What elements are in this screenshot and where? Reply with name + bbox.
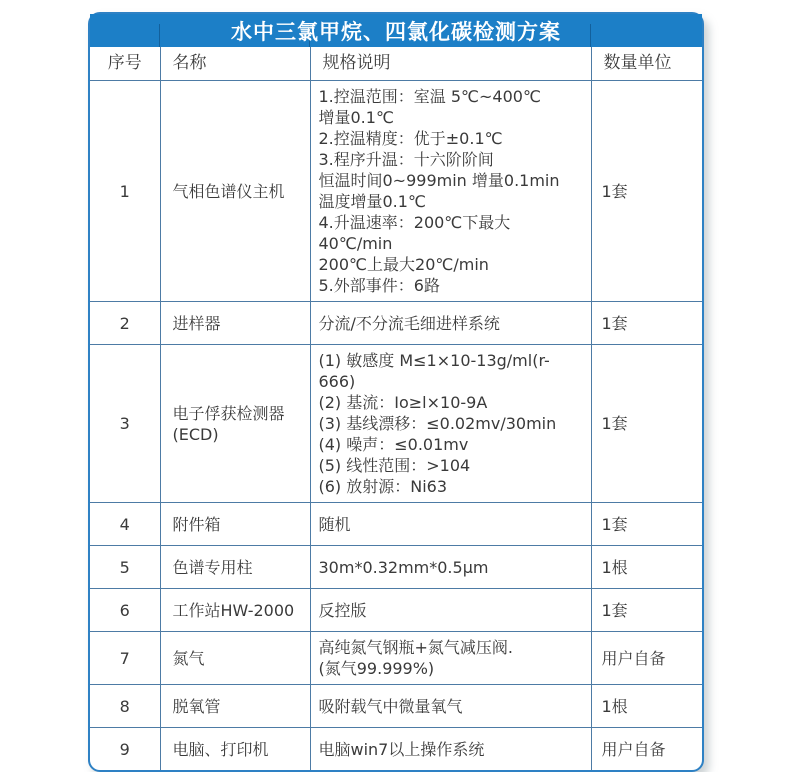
cell-quantity-unit: 1套 [591, 345, 702, 503]
cell-specification: 高纯氮气钢瓶+氮气减压阀. (氮气99.999%) [310, 632, 591, 685]
cell-item-name: 氮气 [160, 632, 310, 685]
cell-quantity-unit: 1套 [591, 81, 702, 302]
page-title: 水中三氯甲烷、四氯化碳检测方案 [231, 19, 561, 44]
title-column-divider [590, 24, 591, 47]
table-row [90, 345, 702, 503]
cell-specification: (1) 敏感度 M≤1×10-13g/ml(r-666) (2) 基流：Io≥l×10-9A (3) 基线漂移：≤0.02mv/30min (4) 噪声：≤0.01mv (5) 线性范围：>104 (6) 放射源：Ni63 [310, 345, 591, 503]
cell-item-name: 色谱专用柱 [160, 546, 310, 589]
cell-quantity-unit: 用户自备 [591, 632, 702, 685]
cell-item-name: 电脑、打印机 [160, 728, 310, 771]
cell-specification: 30m*0.32mm*0.5μm [310, 546, 591, 589]
table-row [90, 685, 702, 728]
cell-serial-number: 9 [90, 728, 160, 771]
table-row [90, 81, 702, 302]
cell-item-name: 进样器 [160, 302, 310, 345]
table-row [90, 632, 702, 685]
header-item-name: 名称 [160, 47, 310, 81]
table-row [90, 546, 702, 589]
cell-item-name: 气相色谱仪主机 [160, 81, 310, 302]
header-serial-number: 序号 [90, 47, 160, 81]
table-row [90, 728, 702, 771]
cell-specification: 分流/不分流毛细进样系统 [310, 302, 591, 345]
cell-item-name: 附件箱 [160, 503, 310, 546]
cell-specification: 随机 [310, 503, 591, 546]
cell-specification: 吸附载气中微量氧气 [310, 685, 591, 728]
cell-quantity-unit: 1套 [591, 302, 702, 345]
cell-quantity-unit: 1套 [591, 589, 702, 632]
cell-quantity-unit: 1根 [591, 685, 702, 728]
cell-quantity-unit: 1套 [591, 503, 702, 546]
cell-specification: 电脑win7以上操作系统 [310, 728, 591, 771]
header-quantity-unit: 数量单位 [591, 47, 702, 81]
table-row [90, 589, 702, 632]
spec-table [90, 47, 702, 770]
cell-item-name: 电子俘获检测器 (ECD) [160, 345, 310, 503]
cell-quantity-unit: 用户自备 [591, 728, 702, 771]
cell-specification: 1.控温范围：室温 5℃~400℃ 增量0.1℃ 2.控温精度：优于±0.1℃ 3.程序升温：十六阶阶间 恒温时间0~999min 增量0.1min 温度增量0.1℃ 4.升温速率：200℃下最大40℃/min 200℃上最大20℃/min 5.外部事件：6路 [310, 81, 591, 302]
cell-serial-number: 4 [90, 503, 160, 546]
cell-serial-number: 3 [90, 345, 160, 503]
cell-item-name: 脱氧管 [160, 685, 310, 728]
cell-serial-number: 8 [90, 685, 160, 728]
header-row [90, 47, 702, 81]
cell-item-name: 工作站HW-2000 [160, 589, 310, 632]
table-title-bar [90, 14, 702, 47]
table-row [90, 503, 702, 546]
cell-serial-number: 6 [90, 589, 160, 632]
cell-serial-number: 2 [90, 302, 160, 345]
cell-serial-number: 7 [90, 632, 160, 685]
cell-serial-number: 1 [90, 81, 160, 302]
cell-specification: 反控版 [310, 589, 591, 632]
header-specification: 规格说明 [310, 47, 591, 81]
title-column-divider [159, 24, 160, 47]
cell-quantity-unit: 1根 [591, 546, 702, 589]
cell-serial-number: 5 [90, 546, 160, 589]
spec-table-card [88, 12, 704, 772]
table-body [90, 81, 702, 771]
table-row [90, 302, 702, 345]
